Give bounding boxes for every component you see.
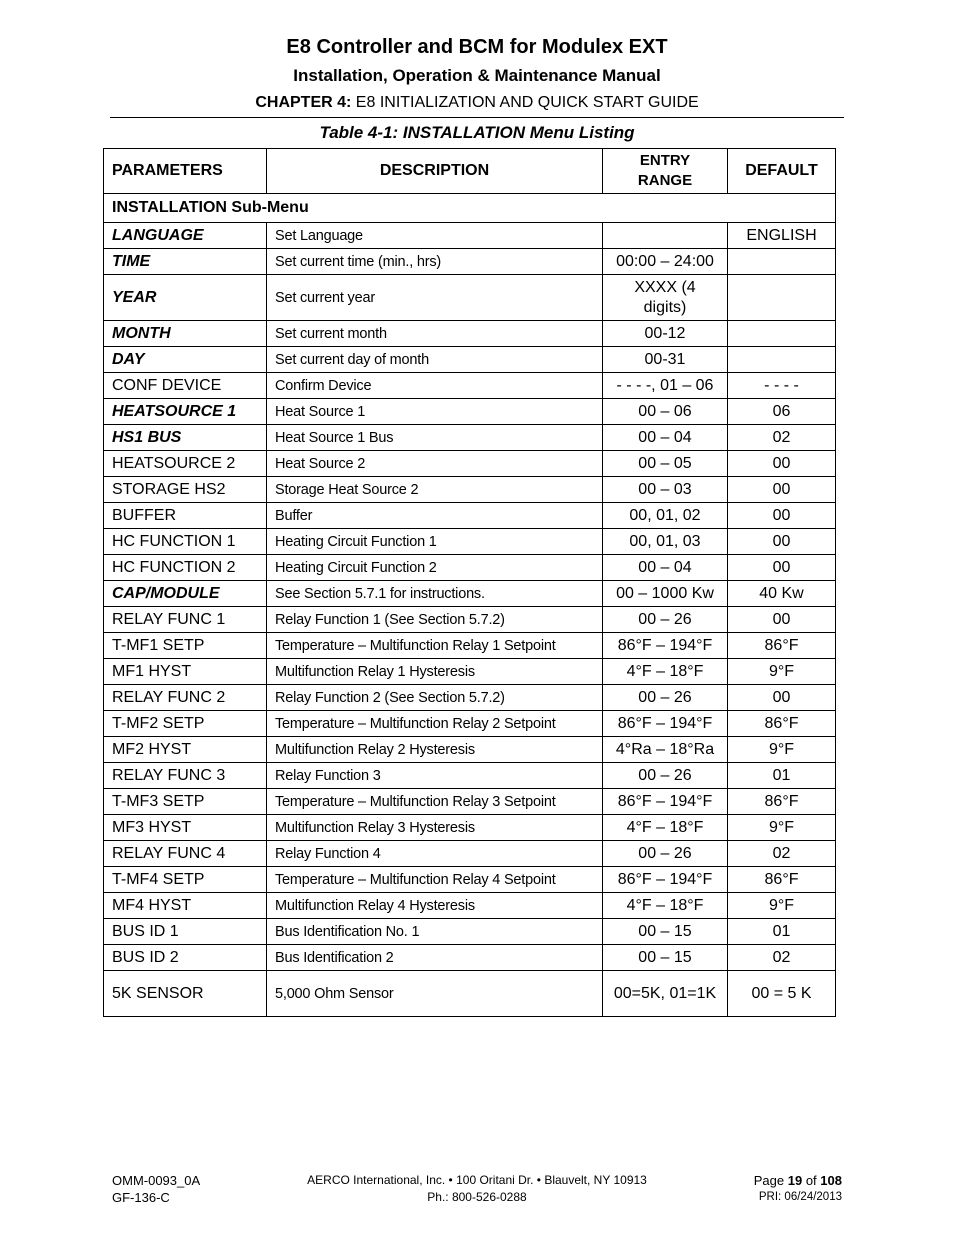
default-cell: 00 <box>728 451 836 477</box>
chapter-heading <box>0 94 954 112</box>
submenu-heading: INSTALLATION Sub-Menu <box>104 194 836 223</box>
table-row <box>104 737 836 763</box>
param-cell: T-MF3 SETP <box>104 789 267 815</box>
default-cell <box>728 249 836 275</box>
table-row <box>104 945 836 971</box>
default-cell: 00 <box>728 477 836 503</box>
param-cell: HEATSOURCE 1 <box>104 399 267 425</box>
table-row <box>104 711 836 737</box>
entry-range-cell: 00 – 15 <box>603 945 728 971</box>
page-number: Page 19 of 108 <box>753 1173 842 1188</box>
table-row <box>104 789 836 815</box>
description-cell: Relay Function 3 <box>267 763 603 789</box>
entry-range-cell: 00 – 26 <box>603 607 728 633</box>
table-row <box>104 867 836 893</box>
description-cell: 5,000 Ohm Sensor <box>267 971 603 1017</box>
description-cell: Bus Identification No. 1 <box>267 919 603 945</box>
table-row <box>104 451 836 477</box>
description-cell: Buffer <box>267 503 603 529</box>
default-cell: 9°F <box>728 815 836 841</box>
param-cell: T-MF1 SETP <box>104 633 267 659</box>
default-cell: 00 <box>728 685 836 711</box>
table-row <box>104 919 836 945</box>
entry-range-cell: 00:00 – 24:00 <box>603 249 728 275</box>
entry-range-cell: 00 – 26 <box>603 841 728 867</box>
table-row <box>104 249 836 275</box>
param-cell: DAY <box>104 347 267 373</box>
default-cell: 9°F <box>728 737 836 763</box>
table-row <box>104 275 836 321</box>
param-cell: MF1 HYST <box>104 659 267 685</box>
entry-range-cell: XXXX (4 digits) <box>603 275 728 321</box>
description-cell: Multifunction Relay 4 Hysteresis <box>267 893 603 919</box>
description-cell: Temperature – Multifunction Relay 4 Setpoint <box>267 867 603 893</box>
default-cell: 00 <box>728 529 836 555</box>
doc-number: OMM-0093_0A <box>112 1173 201 1188</box>
param-cell: CAP/MODULE <box>104 581 267 607</box>
description-cell: Bus Identification 2 <box>267 945 603 971</box>
default-cell: 00 <box>728 607 836 633</box>
installation-menu-table <box>103 148 836 1017</box>
param-cell: HC FUNCTION 1 <box>104 529 267 555</box>
description-cell: Temperature – Multifunction Relay 2 Setpoint <box>267 711 603 737</box>
default-cell: 9°F <box>728 893 836 919</box>
default-cell: 86°F <box>728 633 836 659</box>
footer-right <box>754 1172 842 1206</box>
entry-range-cell: 86°F – 194°F <box>603 789 728 815</box>
param-cell: LANGUAGE <box>104 223 267 249</box>
chapter-title: E8 INITIALIZATION AND QUICK START GUIDE <box>355 94 699 111</box>
param-cell: STORAGE HS2 <box>104 477 267 503</box>
description-cell: Multifunction Relay 1 Hysteresis <box>267 659 603 685</box>
header-entry-range: ENTRY RANGE <box>603 149 728 194</box>
table-row <box>104 425 836 451</box>
entry-range-cell: 00 – 26 <box>603 685 728 711</box>
description-cell: Heat Source 1 Bus <box>267 425 603 451</box>
entry-range-cell: 00 – 05 <box>603 451 728 477</box>
entry-range-cell: 00, 01, 02 <box>603 503 728 529</box>
entry-range-cell: 00 – 26 <box>603 763 728 789</box>
table-row <box>104 633 836 659</box>
default-cell: 00 = 5 K <box>728 971 836 1017</box>
form-number: GF-136-C <box>112 1190 170 1205</box>
table-row <box>104 893 836 919</box>
param-cell: YEAR <box>104 275 267 321</box>
description-cell: Set current time (min., hrs) <box>267 249 603 275</box>
pri-date: PRI: 06/24/2013 <box>758 1191 842 1203</box>
default-cell <box>728 321 836 347</box>
description-cell: Set current year <box>267 275 603 321</box>
default-cell <box>728 275 836 321</box>
param-cell: RELAY FUNC 4 <box>104 841 267 867</box>
entry-range-cell <box>603 223 728 249</box>
description-cell: Storage Heat Source 2 <box>267 477 603 503</box>
param-cell: MONTH <box>104 321 267 347</box>
param-cell: HC FUNCTION 2 <box>104 555 267 581</box>
table-row <box>104 477 836 503</box>
entry-range-cell: 00 – 15 <box>603 919 728 945</box>
company-phone: Ph.: 800-526-0288 <box>427 1190 527 1204</box>
table-row <box>104 503 836 529</box>
entry-range-cell: 86°F – 194°F <box>603 711 728 737</box>
param-cell: MF2 HYST <box>104 737 267 763</box>
table-row <box>104 659 836 685</box>
description-cell: Heating Circuit Function 1 <box>267 529 603 555</box>
table-row <box>104 347 836 373</box>
entry-range-cell: 00-12 <box>603 321 728 347</box>
param-cell: RELAY FUNC 1 <box>104 607 267 633</box>
company-address: AERCO International, Inc. • 100 Oritani Dr. • Blauvelt, NY 10913 <box>307 1173 647 1187</box>
description-cell: Set current day of month <box>267 347 603 373</box>
description-cell: Relay Function 1 (See Section 5.7.2) <box>267 607 603 633</box>
document-title: E8 Controller and BCM for Modulex EXT <box>286 36 668 58</box>
entry-range-cell: 00, 01, 03 <box>603 529 728 555</box>
default-cell: 02 <box>728 841 836 867</box>
table-row <box>104 971 836 1017</box>
entry-range-cell: 4°F – 18°F <box>603 893 728 919</box>
description-cell: Multifunction Relay 3 Hysteresis <box>267 815 603 841</box>
param-cell: BUS ID 1 <box>104 919 267 945</box>
table-row <box>104 815 836 841</box>
default-cell <box>728 347 836 373</box>
table-row <box>104 841 836 867</box>
param-cell: RELAY FUNC 2 <box>104 685 267 711</box>
param-cell: 5K SENSOR <box>104 971 267 1017</box>
description-cell: Set Language <box>267 223 603 249</box>
table-row <box>104 607 836 633</box>
entry-range-cell: 00 – 04 <box>603 425 728 451</box>
table-row <box>104 373 836 399</box>
header-rule <box>110 117 844 118</box>
table-row <box>104 763 836 789</box>
default-cell: 86°F <box>728 711 836 737</box>
param-cell: TIME <box>104 249 267 275</box>
param-cell: CONF DEVICE <box>104 373 267 399</box>
entry-range-cell: 00 – 06 <box>603 399 728 425</box>
param-cell: HS1 BUS <box>104 425 267 451</box>
param-cell: T-MF4 SETP <box>104 867 267 893</box>
param-cell: BUFFER <box>104 503 267 529</box>
chapter-label: CHAPTER 4: <box>255 94 352 111</box>
table-row <box>104 685 836 711</box>
entry-range-cell: - - - -, 01 – 06 <box>603 373 728 399</box>
default-cell: 01 <box>728 763 836 789</box>
header-parameters: PARAMETERS <box>104 149 267 194</box>
param-cell: RELAY FUNC 3 <box>104 763 267 789</box>
description-cell: Multifunction Relay 2 Hysteresis <box>267 737 603 763</box>
default-cell: 86°F <box>728 867 836 893</box>
table-row <box>104 555 836 581</box>
entry-range-cell: 86°F – 194°F <box>603 867 728 893</box>
description-cell: See Section 5.7.1 for instructions. <box>267 581 603 607</box>
document-subtitle: Installation, Operation & Maintenance Manual <box>293 66 661 85</box>
entry-range-cell: 00-31 <box>603 347 728 373</box>
default-cell: 02 <box>728 945 836 971</box>
description-cell: Heat Source 1 <box>267 399 603 425</box>
entry-range-cell: 4°F – 18°F <box>603 659 728 685</box>
table-caption: Table 4-1: INSTALLATION Menu Listing <box>319 123 635 142</box>
default-cell: 9°F <box>728 659 836 685</box>
entry-range-cell: 00 – 03 <box>603 477 728 503</box>
description-cell: Heating Circuit Function 2 <box>267 555 603 581</box>
table-row <box>104 223 836 249</box>
table-row <box>104 399 836 425</box>
description-cell: Relay Function 4 <box>267 841 603 867</box>
table-row <box>104 581 836 607</box>
description-cell: Temperature – Multifunction Relay 1 Setpoint <box>267 633 603 659</box>
default-cell: 01 <box>728 919 836 945</box>
table-row <box>104 321 836 347</box>
default-cell: - - - - <box>728 373 836 399</box>
default-cell: 40 Kw <box>728 581 836 607</box>
description-cell: Relay Function 2 (See Section 5.7.2) <box>267 685 603 711</box>
default-cell: 02 <box>728 425 836 451</box>
entry-range-cell: 4°F – 18°F <box>603 815 728 841</box>
description-cell: Confirm Device <box>267 373 603 399</box>
description-cell: Set current month <box>267 321 603 347</box>
description-cell: Temperature – Multifunction Relay 3 Setpoint <box>267 789 603 815</box>
entry-range-cell: 00 – 04 <box>603 555 728 581</box>
default-cell: 00 <box>728 555 836 581</box>
default-cell: 06 <box>728 399 836 425</box>
default-cell: ENGLISH <box>728 223 836 249</box>
header-default: DEFAULT <box>728 149 836 194</box>
entry-range-cell: 00 – 1000 Kw <box>603 581 728 607</box>
param-cell: BUS ID 2 <box>104 945 267 971</box>
entry-range-cell: 4°Ra – 18°Ra <box>603 737 728 763</box>
description-cell: Heat Source 2 <box>267 451 603 477</box>
entry-range-cell: 86°F – 194°F <box>603 633 728 659</box>
table-row <box>104 529 836 555</box>
header-description: DESCRIPTION <box>267 149 603 194</box>
default-cell: 00 <box>728 503 836 529</box>
param-cell: MF3 HYST <box>104 815 267 841</box>
param-cell: MF4 HYST <box>104 893 267 919</box>
default-cell: 86°F <box>728 789 836 815</box>
param-cell: T-MF2 SETP <box>104 711 267 737</box>
param-cell: HEATSOURCE 2 <box>104 451 267 477</box>
entry-range-cell: 00=5K, 01=1K <box>603 971 728 1017</box>
